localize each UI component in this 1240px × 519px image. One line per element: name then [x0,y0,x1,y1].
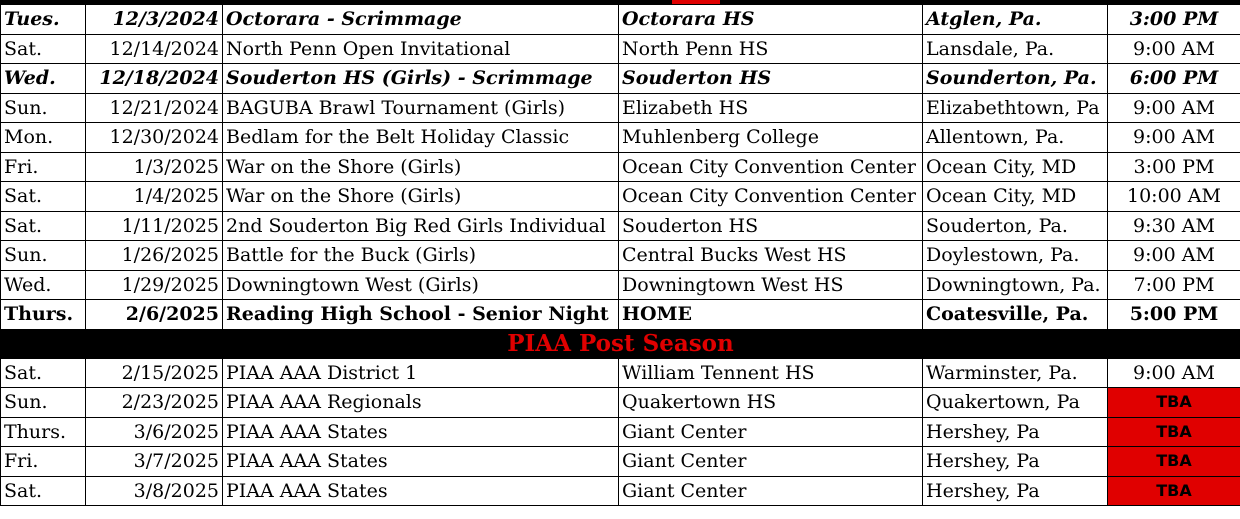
time-cell: 10:00 AM [1108,182,1240,212]
event-cell: BAGUBA Brawl Tournament (Girls) [223,93,619,123]
city-cell: Lansdale, Pa. [923,34,1108,64]
time-cell: 6:00 PM [1108,64,1240,94]
day-cell: Fri. [1,447,86,477]
day-cell: Sat. [1,358,86,388]
date-cell: 2/6/2025 [86,300,223,330]
day-cell: Tues. [1,5,86,35]
event-cell: PIAA AAA States [223,447,619,477]
event-cell: Downingtown West (Girls) [223,270,619,300]
location-cell: Elizabeth HS [619,93,923,123]
day-cell: Mon. [1,123,86,153]
day-cell: Sun. [1,241,86,271]
date-cell: 1/29/2025 [86,270,223,300]
location-cell: William Tennent HS [619,358,923,388]
day-cell: Thurs. [1,300,86,330]
time-cell: TBA [1108,388,1240,418]
time-cell: TBA [1108,476,1240,506]
day-cell: Sat. [1,211,86,241]
time-cell: 7:00 PM [1108,270,1240,300]
day-cell: Sat. [1,476,86,506]
date-cell: 12/18/2024 [86,64,223,94]
day-cell: Thurs. [1,417,86,447]
date-cell: 1/3/2025 [86,152,223,182]
location-cell: Giant Center [619,417,923,447]
city-cell: Ocean City, MD [923,182,1108,212]
city-cell: Elizabethtown, Pa [923,93,1108,123]
city-cell: Hershey, Pa [923,476,1108,506]
date-cell: 3/8/2025 [86,476,223,506]
location-cell: Giant Center [619,476,923,506]
location-cell: Ocean City Convention Center [619,152,923,182]
schedule-row [1,93,1240,123]
event-cell: North Penn Open Invitational [223,34,619,64]
time-cell: 9:00 AM [1108,93,1240,123]
date-cell: 12/30/2024 [86,123,223,153]
post-season-row [1,358,1240,388]
time-cell: 3:00 PM [1108,152,1240,182]
schedule-row [1,211,1240,241]
city-cell: Souderton, Pa. [923,211,1108,241]
city-cell: Coatesville, Pa. [923,300,1108,330]
location-cell: Downingtown West HS [619,270,923,300]
schedule-row [1,152,1240,182]
date-cell: 2/15/2025 [86,358,223,388]
schedule-row [1,241,1240,271]
event-cell: PIAA AAA States [223,417,619,447]
city-cell: Warminster, Pa. [923,358,1108,388]
day-cell: Wed. [1,270,86,300]
post-season-row [1,417,1240,447]
day-cell: Wed. [1,64,86,94]
post-season-row [1,447,1240,477]
schedule-row [1,64,1240,94]
time-cell: TBA [1108,447,1240,477]
time-cell: 9:30 AM [1108,211,1240,241]
event-cell: Reading High School - Senior Night [223,300,619,330]
date-cell: 12/21/2024 [86,93,223,123]
day-cell: Sun. [1,388,86,418]
location-cell: Souderton HS [619,211,923,241]
location-cell: Muhlenberg College [619,123,923,153]
time-cell: 5:00 PM [1108,300,1240,330]
event-cell: 2nd Souderton Big Red Girls Individual [223,211,619,241]
day-cell: Sat. [1,34,86,64]
schedule-table [0,4,1240,506]
date-cell: 3/7/2025 [86,447,223,477]
time-cell: TBA [1108,417,1240,447]
schedule-row [1,270,1240,300]
event-cell: Souderton HS (Girls) - Scrimmage [223,64,619,94]
schedule-row [1,182,1240,212]
schedule-row [1,300,1240,330]
post-season-row [1,476,1240,506]
city-cell: Hershey, Pa [923,417,1108,447]
date-cell: 3/6/2025 [86,417,223,447]
post-season-row [1,388,1240,418]
day-cell: Sun. [1,93,86,123]
day-cell: Fri. [1,152,86,182]
location-cell: North Penn HS [619,34,923,64]
section-title: PIAA Post Season [1,329,1240,358]
location-cell: Ocean City Convention Center [619,182,923,212]
date-cell: 1/11/2025 [86,211,223,241]
event-cell: PIAA AAA District 1 [223,358,619,388]
time-cell: 9:00 AM [1108,358,1240,388]
city-cell: Ocean City, MD [923,152,1108,182]
event-cell: War on the Shore (Girls) [223,182,619,212]
date-cell: 12/14/2024 [86,34,223,64]
event-cell: PIAA AAA Regionals [223,388,619,418]
city-cell: Hershey, Pa [923,447,1108,477]
event-cell: Bedlam for the Belt Holiday Classic [223,123,619,153]
date-cell: 12/3/2024 [86,5,223,35]
event-cell: Battle for the Buck (Girls) [223,241,619,271]
schedule-row [1,34,1240,64]
schedule-row [1,123,1240,153]
date-cell: 2/23/2025 [86,388,223,418]
event-cell: War on the Shore (Girls) [223,152,619,182]
event-cell: Octorara - Scrimmage [223,5,619,35]
location-cell: Central Bucks West HS [619,241,923,271]
city-cell: Downingtown, Pa. [923,270,1108,300]
date-cell: 1/4/2025 [86,182,223,212]
location-cell: Octorara HS [619,5,923,35]
event-cell: PIAA AAA States [223,476,619,506]
city-cell: Allentown, Pa. [923,123,1108,153]
city-cell: Atglen, Pa. [923,5,1108,35]
city-cell: Doylestown, Pa. [923,241,1108,271]
location-cell: HOME [619,300,923,330]
time-cell: 3:00 PM [1108,5,1240,35]
time-cell: 9:00 AM [1108,34,1240,64]
city-cell: Sounderton, Pa. [923,64,1108,94]
city-cell: Quakertown, Pa [923,388,1108,418]
day-cell: Sat. [1,182,86,212]
date-cell: 1/26/2025 [86,241,223,271]
location-cell: Quakertown HS [619,388,923,418]
time-cell: 9:00 AM [1108,241,1240,271]
location-cell: Souderton HS [619,64,923,94]
location-cell: Giant Center [619,447,923,477]
schedule-row [1,5,1240,35]
section-header-row [1,329,1240,358]
time-cell: 9:00 AM [1108,123,1240,153]
